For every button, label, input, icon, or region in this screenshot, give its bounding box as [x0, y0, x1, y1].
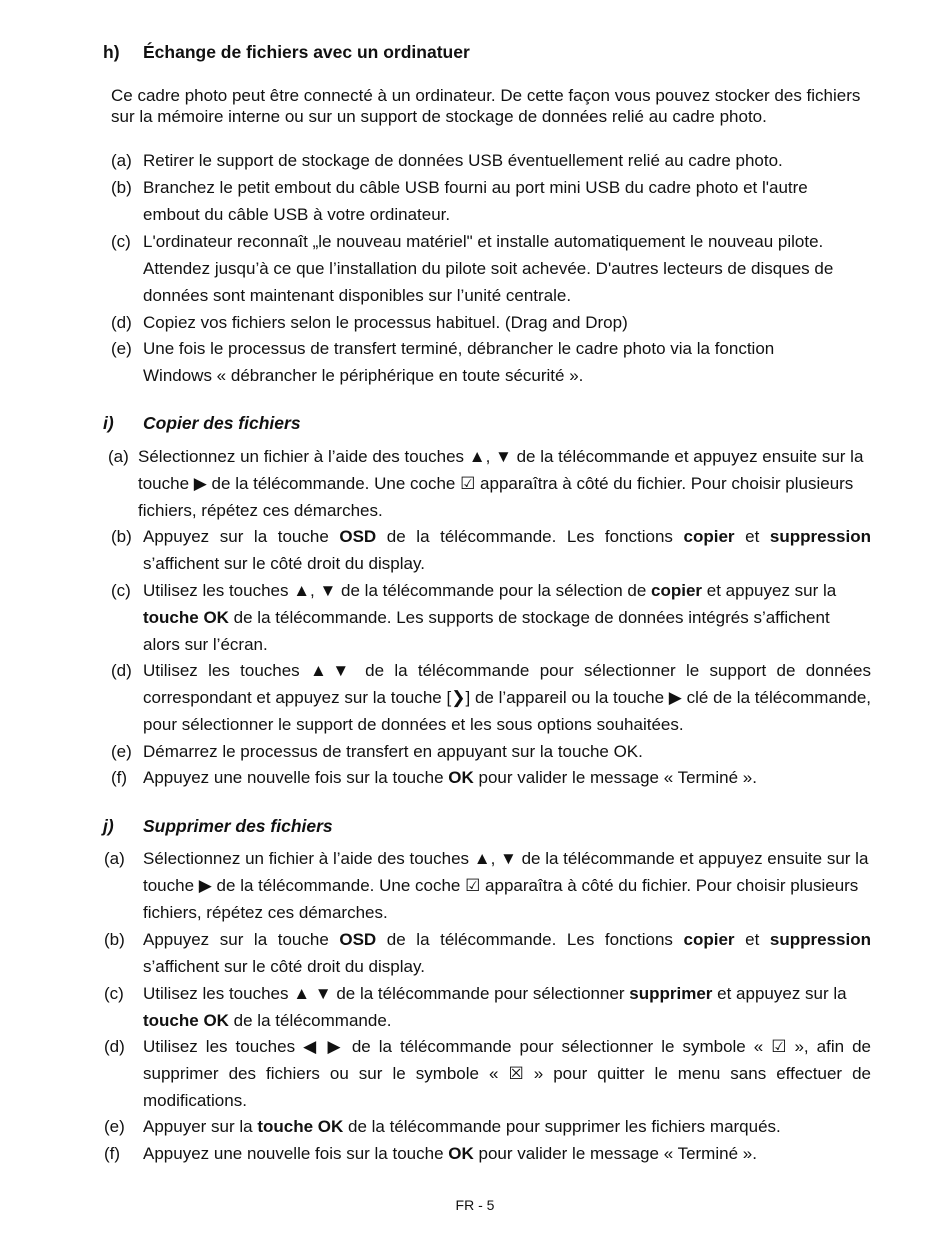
item-label: (a)	[104, 849, 125, 868]
item-text: Utilisez les touches ▲▼ de la télécommande pour sélectionner le support de données correspondant et appuyez sur la touche [❯] de l’appareil ou la touche ▶ clé de la télécommande, pour sélectionner le support de données et les sous options souhaitées.	[143, 661, 871, 734]
item-text: Utilisez les touches ▲ ▼ de la télécommande pour sélectionner supprimer et appuyez sur la touche OK de la télécommande.	[143, 984, 847, 1030]
page-number: FR - 5	[455, 1197, 495, 1213]
list-item	[104, 927, 871, 981]
item-label: (c)	[111, 581, 131, 600]
section-h-title: Échange de fichiers avec un ordinatuer	[143, 42, 470, 62]
item-text: Sélectionnez un fichier à l’aide des touches ▲, ▼ de la télécommande et appuyez ensuite sur la touche ▶ de la télécommande. Une coche ☑ apparaîtra à côté du fichier. Pour choisir plusieurs fichiers, répétez ces démarches.	[143, 849, 869, 922]
item-text: Utilisez les touches ◀ ▶ de la télécommande pour sélectionner le symbole « ☑ », afin de supprimer des fichiers ou sur le symbole « ☒ » pour quitter le menu sans effectuer de modifications.	[143, 1037, 871, 1110]
item-label: (b)	[111, 527, 132, 546]
item-text: Appuyez sur la touche OSD de la télécommande. Les fonctions copier et suppression s’affichent sur le côté droit du display.	[143, 527, 871, 573]
list-item	[108, 444, 878, 524]
section-j-title: Supprimer des fichiers	[143, 816, 333, 836]
item-label: (a)	[111, 151, 132, 170]
list-item	[111, 175, 886, 229]
item-text: L'ordinateur reconnaît „le nouveau matériel" et installe automatiquement le nouveau pilote. Attendez jusqu’à ce que l’installation du pilote soit achevée. D'autres lecteurs de disques de données sont maintenant disponibles sur l’unité centrale.	[143, 232, 834, 305]
item-label: (d)	[111, 313, 132, 332]
section-j-heading	[103, 816, 333, 837]
item-text: Démarrez le processus de transfert en appuyant sur la touche OK.	[143, 742, 643, 761]
list-item	[111, 658, 871, 738]
item-text: Appuyez une nouvelle fois sur la touche OK pour valider le message « Terminé ».	[143, 768, 757, 787]
section-i-letter: i)	[103, 413, 114, 433]
section-h-letter: h)	[103, 42, 120, 62]
item-label: (e)	[111, 742, 132, 761]
list-item	[104, 1034, 871, 1114]
section-i-heading	[103, 413, 301, 434]
item-text: Copiez vos fichiers selon le processus habituel. (Drag and Drop)	[143, 313, 628, 332]
list-item	[111, 336, 886, 390]
item-label: (c)	[104, 984, 124, 1003]
list-item	[111, 765, 871, 792]
item-text: Retirer le support de stockage de données USB éventuellement relié au cadre photo.	[143, 151, 783, 170]
list-item	[111, 578, 871, 658]
list-item	[111, 310, 886, 337]
item-text: Appuyez sur la touche OSD de la télécommande. Les fonctions copier et suppression s’affichent sur le côté droit du display.	[143, 930, 871, 976]
item-text: Appuyer sur la touche OK de la télécommande pour supprimer les fichiers marqués.	[143, 1117, 781, 1136]
item-text: Branchez le petit embout du câble USB fourni au port mini USB du cadre photo et l'autre embout du câble USB à votre ordinateur.	[143, 178, 808, 224]
item-text: Appuyez une nouvelle fois sur la touche OK pour valider le message « Terminé ».	[143, 1144, 757, 1163]
list-item	[104, 1141, 871, 1168]
item-text: Sélectionnez un fichier à l’aide des touches ▲, ▼ de la télécommande et appuyez ensuite sur la touche ▶ de la télécommande. Une coche ☑ apparaîtra à côté du fichier. Pour choisir plusieurs fichiers, répétez ces démarches.	[138, 447, 864, 520]
list-item	[104, 1114, 871, 1141]
item-label: (b)	[104, 930, 125, 949]
item-label: (d)	[104, 1037, 125, 1056]
item-label: (a)	[108, 447, 129, 466]
section-i-title: Copier des fichiers	[143, 413, 301, 433]
section-h-intro: Ce cadre photo peut être connecté à un ordinateur. De cette façon vous pouvez stocker des fichiers sur la mémoire interne ou sur un support de stockage de données relié au cadre photo.	[111, 86, 861, 126]
section-h-heading	[103, 42, 470, 63]
item-label: (f)	[104, 1144, 121, 1163]
list-item	[111, 739, 871, 766]
list-item	[111, 148, 886, 175]
item-label: (b)	[111, 178, 132, 197]
item-label: (d)	[111, 661, 132, 680]
item-label: (c)	[111, 232, 131, 251]
list-item	[111, 229, 886, 309]
section-j-letter: j)	[103, 816, 114, 836]
list-item	[104, 846, 874, 926]
item-label: (e)	[111, 339, 132, 358]
list-item	[111, 524, 871, 578]
item-text: Une fois le processus de transfert terminé, débrancher le cadre photo via la fonction Windows « débrancher le périphérique en toute sécurité ».	[143, 339, 775, 385]
item-label: (f)	[111, 768, 128, 787]
list-item	[104, 981, 871, 1035]
item-label: (e)	[104, 1117, 125, 1136]
item-text: Utilisez les touches ▲, ▼ de la télécommande pour la sélection de copier et appuyez sur la touche OK de la télécommande. Les supports de stockage de données intégrés s’affichent alors sur l’écran.	[143, 581, 837, 654]
